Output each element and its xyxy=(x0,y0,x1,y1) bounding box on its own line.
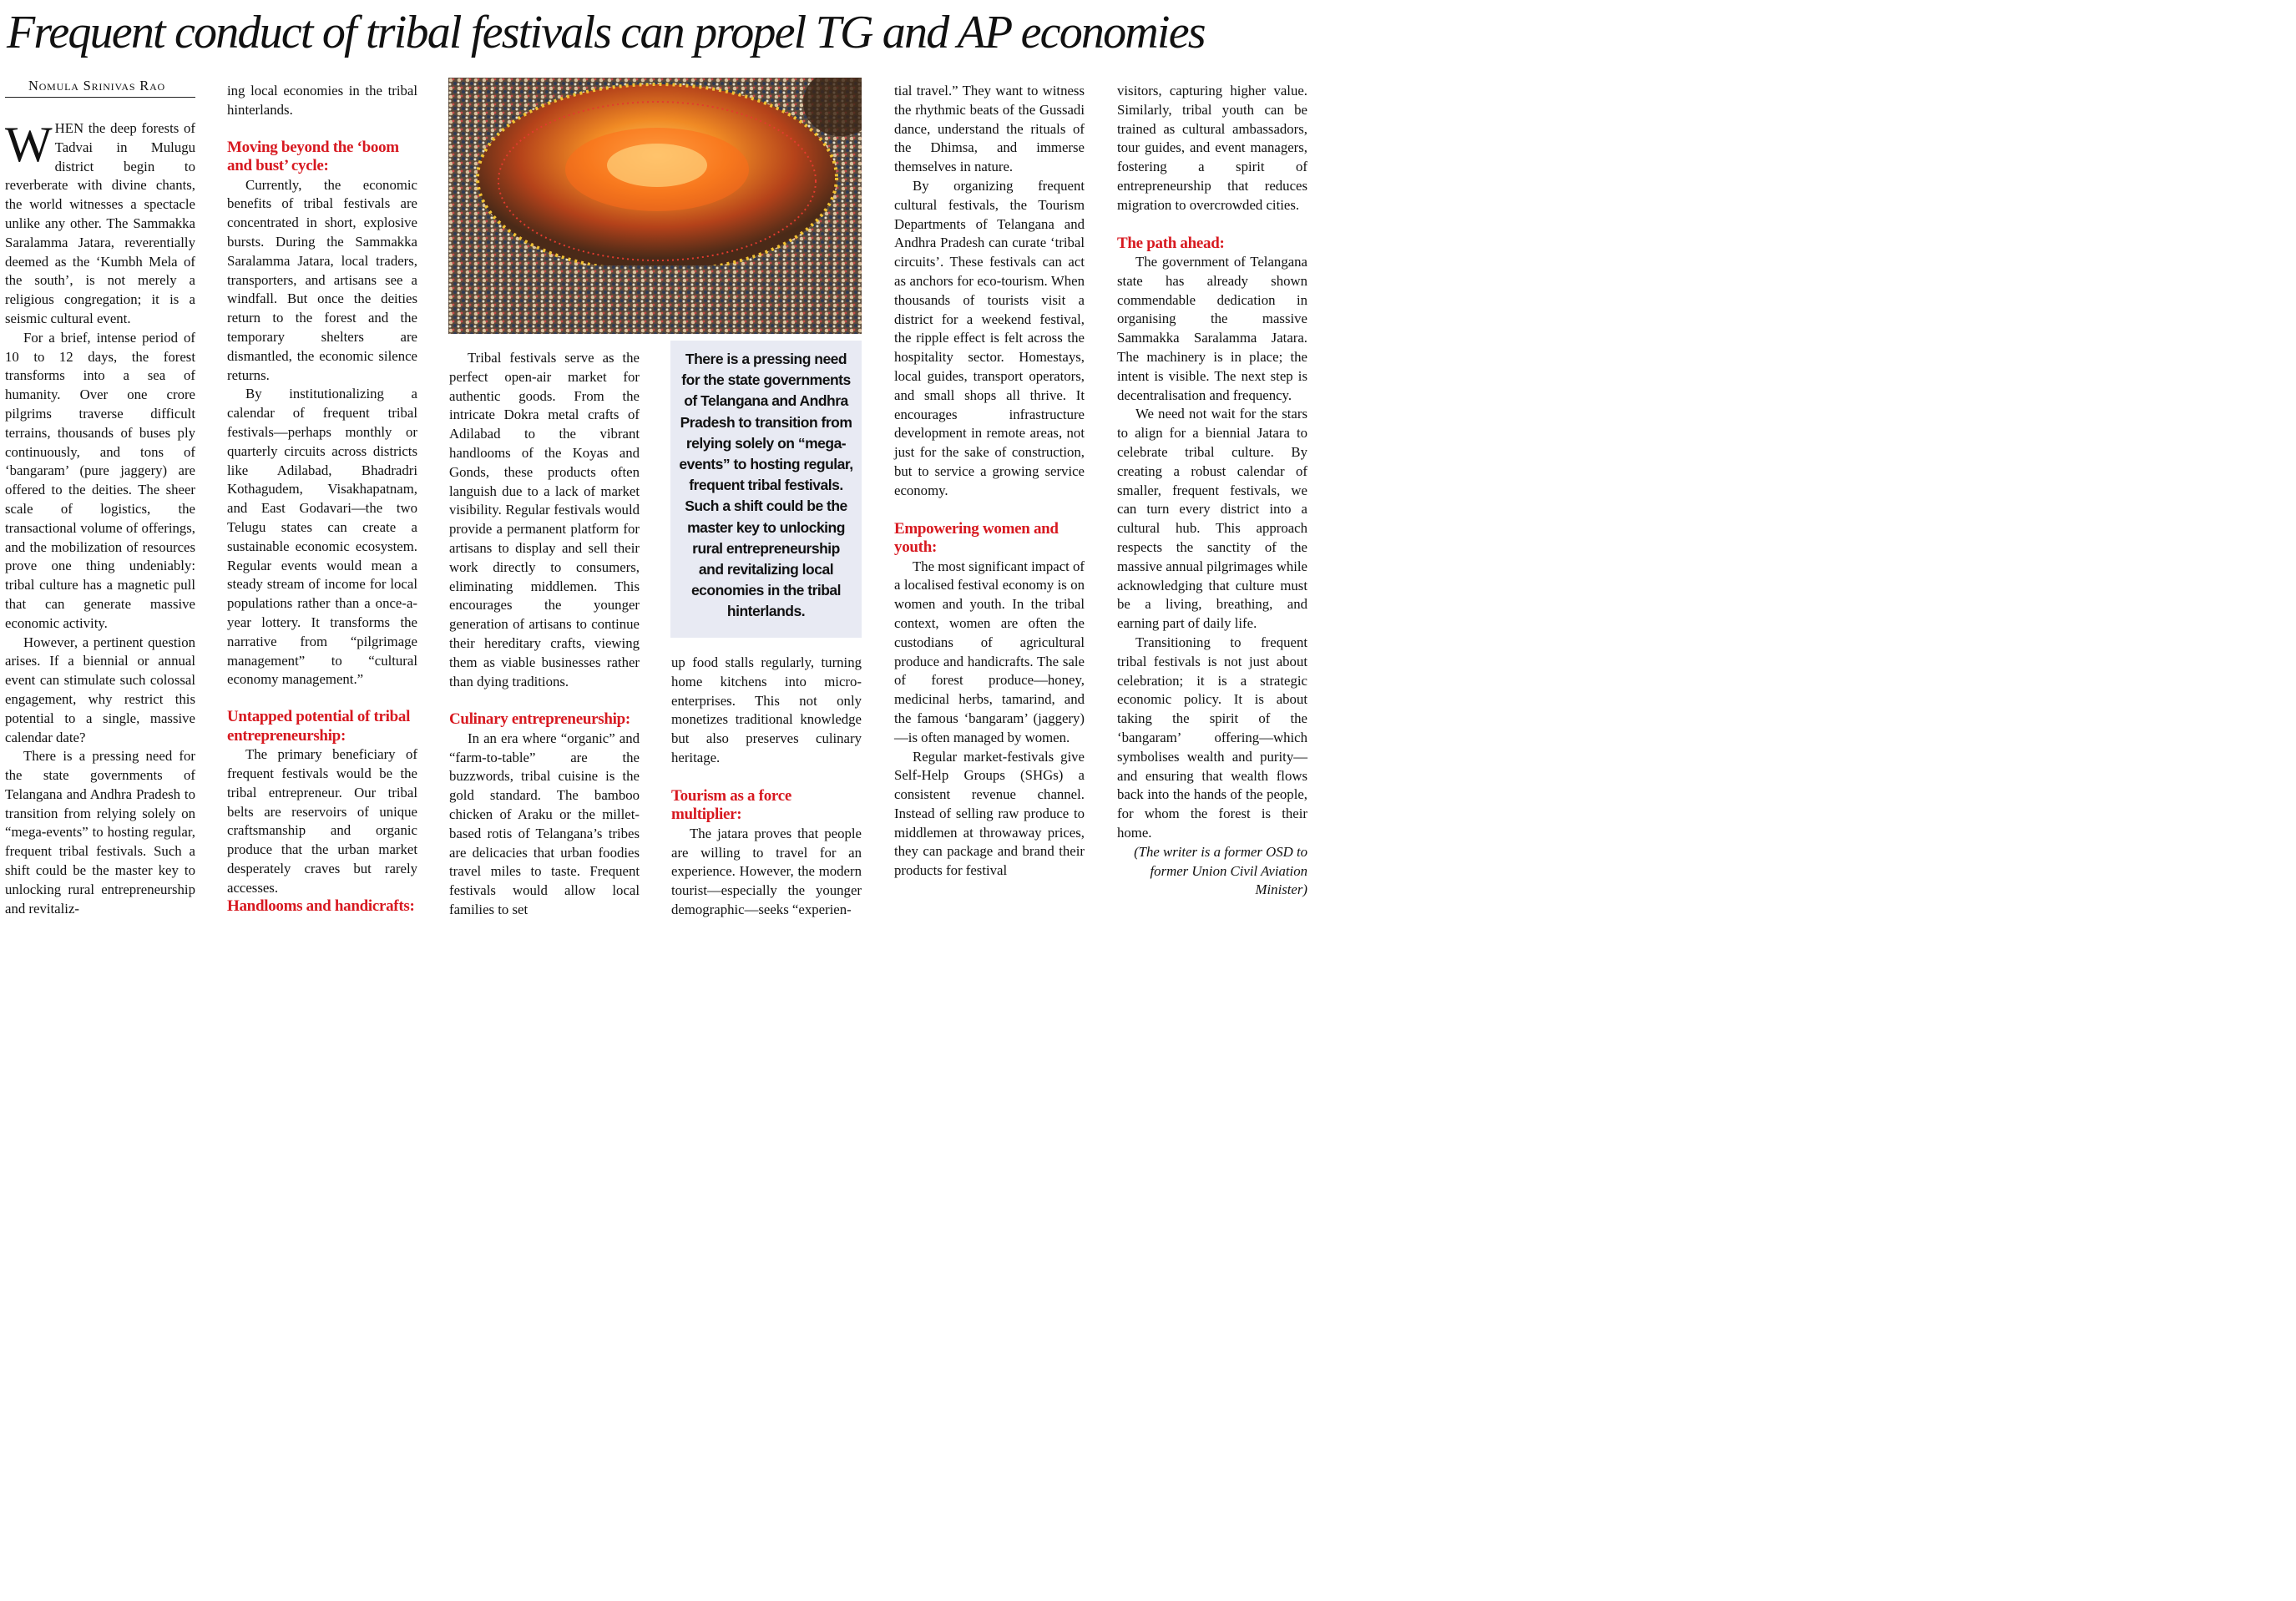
pull-quote xyxy=(670,341,862,638)
paragraph: The most significant impact of a localised festival economy is on women and youth. In the tribal context, women are often the custodians of agricultural produce and handicrafts. The sale of forest produce—honey, medicinal herbs, tamarind, and the famous ‘bangaram’ (jaggery)—is often managed by women. xyxy=(894,558,1085,745)
section-heading: Culinary entrepreneurship: xyxy=(449,710,630,729)
byline: Nomula Srinivas Rao xyxy=(28,78,165,93)
section-heading: Moving beyond the ‘boom and bust’ cycle: xyxy=(227,138,399,175)
section-heading: Tourism as a force multiplier: xyxy=(671,786,791,824)
paragraph: tial travel.” They want to witness the rhythmic beats of the Gussadi dance, understand the rituals of the Dhimsa, and immerse themselves in nature. xyxy=(894,83,1085,175)
byline-rule xyxy=(5,97,195,98)
section-heading: Untapped potential of tribal entrepreneurship: xyxy=(227,708,411,745)
paragraph: Currently, the economic benefits of tribal festivals are concentrated in short, explosive bursts. During the Sammakka Saralamma Jatara, local traders, transporters, and artisans see a windfall. But once the deities return to the forest and the temporary shelters are dismantled, the economic silence returns. xyxy=(227,176,417,383)
column-2 xyxy=(227,82,417,917)
column-1 xyxy=(5,119,195,918)
section-heading: Empowering women and youth: xyxy=(894,519,1059,557)
paragraph: In an era where “organic” and “farm-to-table” are the buzzwords, tribal cuisine is the gold standard. The bamboo chicken of Araku or the millet-based rotis of Telangana’s tribes are delicacies that urban foodies travel miles to taste. Frequent festivals would allow local families to set xyxy=(449,730,640,918)
paragraph: We need not wait for the stars to align for a biennial Jatara to celebrate tribal culture. By creating a robust calendar of smaller, frequent festivals, we can turn every district into a cultural hub. This approach respects the sanctity of the massive annual pilgrimages while acknowledging that culture must be a living, breathing, and earning part of daily life. xyxy=(1117,406,1307,632)
crowd-image xyxy=(448,78,862,334)
author-credit: (The writer is a former OSD to former Union Civil Aviation Minister) xyxy=(1134,843,1307,898)
column-4 xyxy=(671,654,862,920)
paragraph: The primary beneficiary of frequent festivals would be the tribal entrepreneur. Our tribal belts are reservoirs of unique craftsmanship and organic produce that the urban market desperately craves but rarely accesses. xyxy=(227,746,417,896)
paragraph: Transitioning to frequent tribal festivals is not just about celebration; it is a strategic economic policy. It is about taking the spirit of the ‘bangaram’ offering—which symbolises wealth and purity—and ensuring that wealth flows back into the hands of the people, for whom the forest is their home. xyxy=(1117,634,1307,841)
paragraph: ing local economies in the tribal hinterlands. xyxy=(227,83,417,118)
paragraph: up food stalls regularly, turning home kitchens into micro-enterprises. This not only monetizes traditional knowledge but also preserves culinary heritage. xyxy=(671,654,862,765)
section-heading: Handlooms and handicrafts: xyxy=(227,897,415,916)
paragraph-text: HEN the deep forests of Tadvai in Mulugu district begin to reverberate with divine chants, the world witnesses a spectacle unlike any other. The Sammakka Saralamma Jatara, reverentially deemed as the ‘Kumbh Mela of the south’, is not merely a religious congregation; it is a seismic cultural event. xyxy=(5,120,195,326)
column-6 xyxy=(1117,82,1307,900)
festival-photo xyxy=(448,78,862,334)
paragraph: For a brief, intense period of 10 to 12 days, the forest transforms into a sea of humanity. Over one crore pilgrims traverse difficult terrains, thousands of buses ply continuously, and tons of ‘bangaram’ (pure jaggery) are offered to the deities. The sheer scale of logistics, the transactional volume of offerings, and the mobilization of resources prove one thing undeniably: tribal culture has a magnetic pull that can generate massive economic activity. xyxy=(5,329,195,631)
paragraph: By organizing frequent cultural festivals, the Tourism Departments of Telangana and Andhra Pradesh can curate ‘tribal circuits’. These festivals can act as anchors for eco-tourism. When thousands of tourists visit a district for a weekend festival, the ripple effect is felt across the hospitality sector. Homestays, local guides, transport operators, and small shops all thrive. It encourages infrastructure development in remote areas, not just for the sake of construction, but to service a growing service economy. xyxy=(894,177,1085,498)
column-5 xyxy=(894,82,1085,881)
paragraph xyxy=(5,119,195,329)
paragraph: Tribal festivals serve as the perfect open-air market for authentic goods. From the intricate Dokra metal crafts of Adilabad to the vibrant handlooms of the Koyas and Gonds, these products often languish due to a lack of market visibility. Regular festivals would provide a permanent platform for artisans to display and sell their work directly to consumers, eliminating middlemen. This encourages the younger generation of artisans to continue their hereditary crafts, viewing them as viable businesses rather than dying traditions. xyxy=(449,350,640,689)
paragraph: The jatara proves that people are willing to travel for an experience. However, the modern tourist—especially the younger demographic—seeks “experien- xyxy=(671,825,862,917)
headline: Frequent conduct of tribal festivals can propel TG and AP economies xyxy=(7,7,1205,58)
pull-quote-text: There is a pressing need for the state governments of Telangana and Andhra Pradesh to transition from relying solely on “mega-events” to hosting regular, frequent tribal festivals. Such a shift could be the master key to unlocking rural entrepreneurship and revitalizing local economies in the tribal hinterlands. xyxy=(679,351,853,620)
paragraph: visitors, capturing higher value. Similarly, tribal youth can be trained as cultural ambassadors, tour guides, and event managers, fostering a spirit of entrepreneurship that reduces migration to overcrowded cities. xyxy=(1117,83,1307,213)
paragraph: However, a pertinent question arises. If a biennial or annual event can stimulate such colossal engagement, why restrict this potential to a single, massive calendar date? xyxy=(5,634,195,745)
paragraph: By institutionalizing a calendar of frequent tribal festivals—perhaps monthly or quarterly circuits across districts like Adilabad, Bhadradri Kothagudem, Visakhapatnam, and East Godavari—the two Telugu states can create a sustainable economic ecosystem. Regular events would mean a steady stream of income for local populations rather than a once-a-year lottery. It transforms the narrative from “pilgrimage management” to “cultural economy management.” xyxy=(227,386,417,688)
paragraph: Regular market-festivals give Self-Help Groups (SHGs) a consistent revenue channel. Instead of selling raw produce to middlemen at throwaway prices, they can package and brand their products for festival xyxy=(894,748,1085,879)
paragraph: There is a pressing need for the state governments of Telangana and Andhra Pradesh to transition from relying solely on “mega-events” to hosting regular, frequent tribal festivals. Such a shift could be the master key to unlocking rural entrepreneurship and revitaliz- xyxy=(5,748,195,917)
drop-cap: W xyxy=(5,117,53,172)
column-3 xyxy=(449,349,640,920)
section-heading: The path ahead: xyxy=(1117,234,1225,252)
paragraph: The government of Telangana state has already shown commendable dedication in organising the massive Sammakka Saralamma Jatara. The machinery is in place; the intent is visible. The next step is decentralisation and frequency. xyxy=(1117,254,1307,403)
